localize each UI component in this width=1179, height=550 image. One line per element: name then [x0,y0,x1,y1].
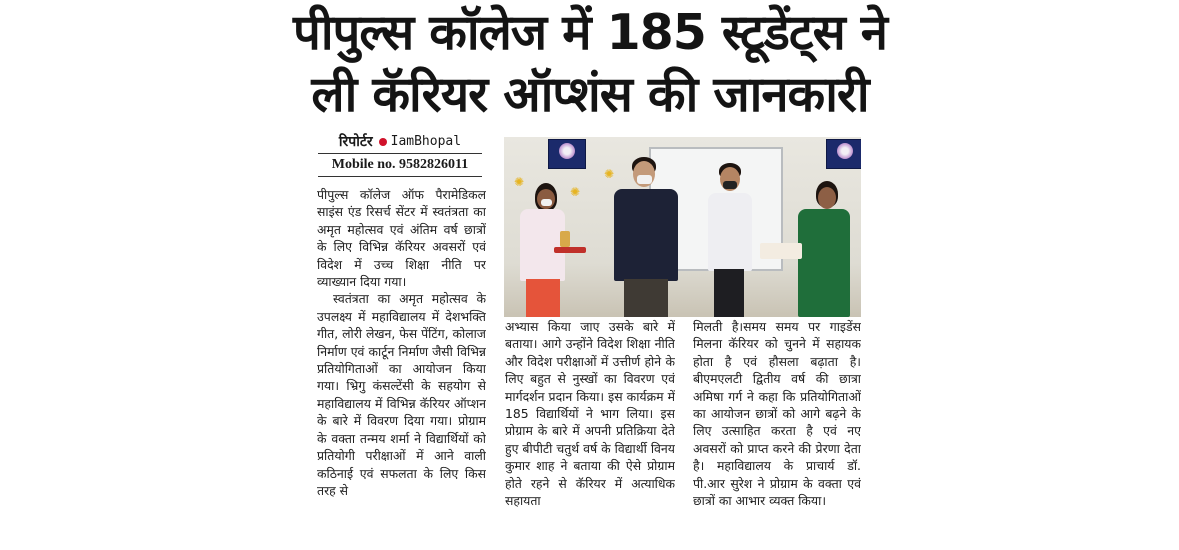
byline [318,133,482,177]
star-decoration-icon: ✺ [514,175,525,189]
byline-divider-bottom [318,176,482,177]
college-logo-right-icon [826,139,861,169]
mobile-label: Mobile no. [331,157,396,172]
paragraph-body: मिलती है।समय समय पर गाइडेंस मिलना कॅरियर को चुनने में सहायक होता है एवं हौसला बढ़ाता है। बीएमएलटी द्वितीय वर्ष की छात्रा अमिषा गर्ग ने कहा कि प्रतियोगिताओं का आयोजन छात्रों को आगे बढ़ने के लिए उत्साहित करता है एवं नए अवसरों को प्राप्त करने की प्रेरणा देता है। महाविद्यालय के प्राचार्य डॉ. पी.आर सुरेश ने प्रोग्राम के वक्ता एवं छात्रों का आभार व्यक्त किया। [693,319,861,509]
publication-name: IamBhopal [390,134,462,149]
paragraph-intro: पीपुल्स कॉलेज ऑफ पैरामेडिकल साइंस एंड रिसर्च सेंटर में स्वतंत्रता का अमृत महोत्सव एवं अंतिम वर्ष छात्रों के लिए विभिन्न कॅरियर अवसरों एवं विदेश में उच्च शिक्षा नीति पर व्याख्यान दिया गया। [317,187,486,290]
article-column-1 [317,186,486,550]
star-decoration-icon: ✺ [570,185,581,199]
event-photo [504,137,861,317]
reporter-row [318,133,482,151]
reporter-label: रिपोर्टर [338,134,373,150]
article-column-3 [693,318,861,550]
paragraph-body: अभ्यास किया जाए उसके बारे में बताया। आगे उन्होंने विदेश शिक्षा नीति और विदेश परीक्षाओं में उत्तीर्ण होने के लिए बहुत से नुस्खों का विवरण एवं मार्गदर्शन प्रदान किया। इस कार्यक्रम में 185 विद्यार्थियों ने भाग लिया। इस प्रोग्राम के बारे में अपनी प्रतिक्रिया देते हुए बीपीटी चतुर्थ वर्ष के विद्यार्थी विनय कुमार शाह ने बताया की ऐसे प्रोग्राम होते रहने से कॅरियर में अत्याधिक सहायता [505,319,675,509]
star-decoration-icon: ✺ [604,167,615,181]
mobile-number: 9582826011 [399,157,469,172]
mobile-row [318,156,482,174]
paragraph-body: स्वतंत्रता का अमृत महोत्सव के उपलक्ष्य में महाविद्यालय में देशभक्ति गीत, लोरी लेखन, फेस पेंटिंग, कोलाज निर्माण एवं कार्टून निर्माण जैसी विभिन्न प्रतियोगिताओं का आयोजन किया गया। भ्रिगु कंसल्टेंसी के सहयोग से महाविद्यालय में विभिन्न कॅरियर ऑप्शन के बारे में विवरण दिया गया। प्रोग्राम के वक्ता तन्मय शर्मा ने विद्यार्थियों को प्रतियोगी परीक्षाओं में आने वाली कठिनाई एवं सफलता के लिए किस तरह से [317,291,486,498]
headline-line-2: ली कॅरियर ऑप्शंस की जानकारी [311,66,869,123]
byline-divider [318,153,482,154]
red-dot-icon [379,138,387,146]
headline-line-1: पीपुल्स कॉलेज में 185 स्टूडेंट्स ने [293,4,887,61]
college-logo-left-icon [548,139,586,169]
article-headline [290,2,890,126]
article-column-2 [505,318,675,550]
